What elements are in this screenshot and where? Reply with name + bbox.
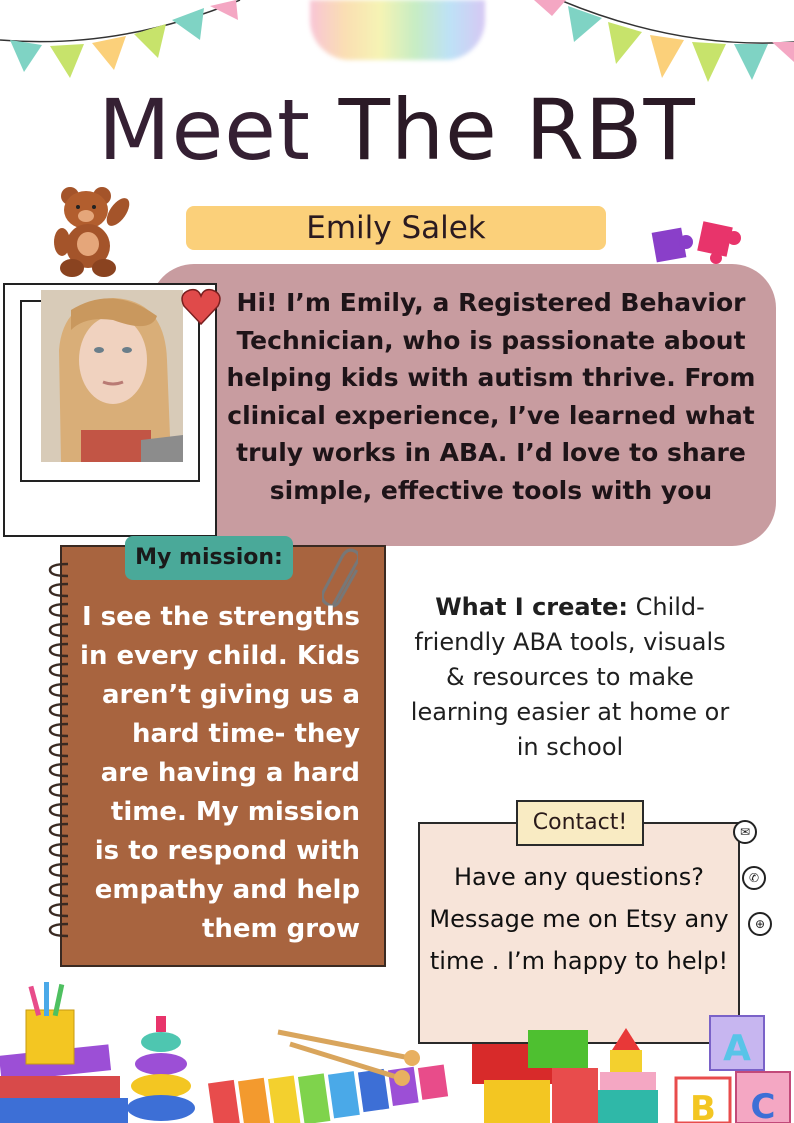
notebook-spiral <box>44 560 84 950</box>
watercolor-rainbow <box>310 0 485 60</box>
block-letter-a: A <box>723 1028 751 1069</box>
globe-icon[interactable]: ⊕ <box>748 912 772 936</box>
block-letter-b: B <box>690 1089 716 1123</box>
phone-icon[interactable]: ✆ <box>742 866 766 890</box>
mission-text: I see the strengths in every child. Kids aren’t giving us a hard time- they are having a hard time. My mission is to respond with empathy and help them grow <box>80 602 360 944</box>
heart-icon <box>180 286 222 326</box>
contact-label: Contact! <box>516 800 644 846</box>
rbt-name: Emily Salek <box>306 210 486 246</box>
title-word-rbt: The RBT <box>338 81 696 179</box>
puzzle-icon <box>650 218 742 268</box>
what-i-create <box>410 590 730 765</box>
block-letter-c: C <box>750 1087 776 1123</box>
page-title <box>0 80 794 180</box>
toys-decoration <box>0 980 794 1123</box>
email-icon[interactable]: ✉ <box>733 820 757 844</box>
mission-label: My mission: <box>125 536 293 580</box>
profile-photo <box>41 290 183 462</box>
teddy-bear-icon <box>52 182 134 278</box>
title-word-meet: Meet <box>98 81 311 179</box>
create-label: What I create: <box>435 593 628 621</box>
bio-text: Hi! I’m Emily, a Registered Behavior Technician, who is passionate about helping kids with autism thrive. From clinical experience, I’ve learned what truly works in ABA. I’d love to share simple, effective tools with you <box>226 288 756 505</box>
create-text: Child-friendly ABA tools, visuals & resources to make learning easier at home or in school <box>410 593 730 761</box>
contact-text: Have any questions? Message me on Etsy any time . I’m happy to help! <box>429 863 729 975</box>
